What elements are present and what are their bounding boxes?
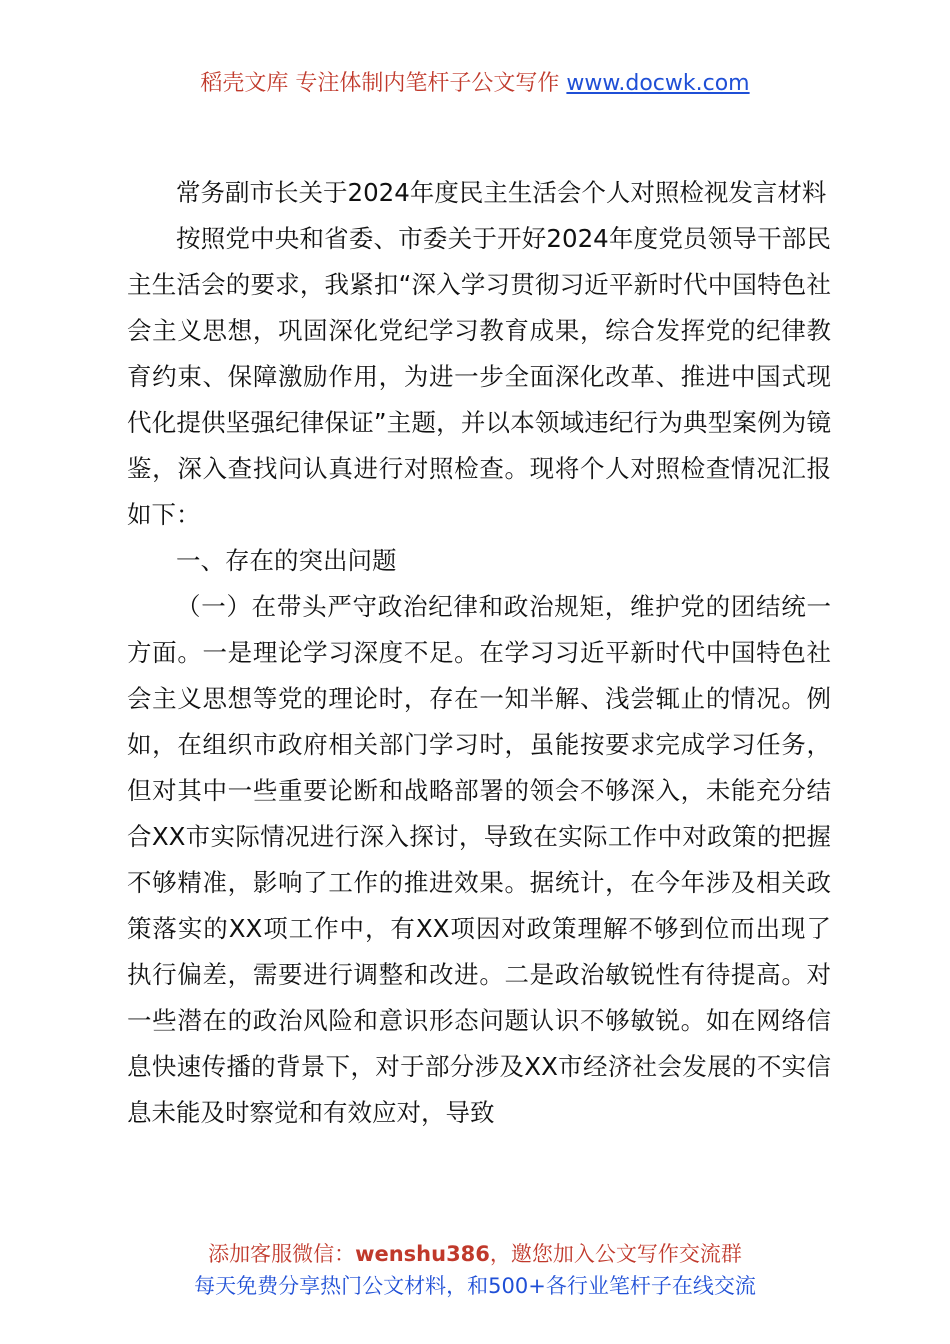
footer-contact-suffix: ，邀您加入公文写作交流群 bbox=[489, 1242, 742, 1266]
footer-line-contact bbox=[0, 1238, 950, 1270]
footer-line-promo: 每天免费分享热门公文材料，和500+各行业笔杆子在线交流 bbox=[194, 1274, 756, 1298]
watermark-header bbox=[0, 68, 950, 100]
document-title: 常务副市长关于2024年度民主生活会个人对照检视发言材料 bbox=[176, 178, 827, 207]
footer-wechat-id: wenshu386 bbox=[355, 1242, 490, 1266]
watermark-footer bbox=[0, 1238, 950, 1302]
section-heading: 一、存在的突出问题 bbox=[176, 546, 397, 575]
header-brand-text: 稻壳文库 专注体制内笔杆子公文写作 bbox=[200, 71, 560, 96]
intro-paragraph: 按照党中央和省委、市委关于开好2024年度党员领导干部民主生活会的要求，我紧扣“深入学习贯彻习近平新时代中国特色社会主义思想，巩固深化党纪学习教育成果，综合发挥党的纪律教育约束、保障激励作用，为进一步全面深化改革、推进中国式现代化提供坚强纪律保证”主题，并以本领域违纪行为典型案例为镜鉴，深入查找问认真进行对照检查。现将个人对照检查情况汇报如下： bbox=[127, 224, 831, 529]
header-site-link[interactable]: www.docwk.com bbox=[566, 71, 750, 96]
document-body bbox=[127, 170, 831, 1136]
section-paragraph: （一）在带头严守政治纪律和政治规矩，维护党的团结统一方面。一是理论学习深度不足。在学习习近平新时代中国特色社会主义思想等党的理论时，存在一知半解、浅尝辄止的情况。例如，在组织市政府相关部门学习时，虽能按要求完成学习任务，但对其中一些重要论断和战略部署的领会不够深入，未能充分结合XX市实际情况进行深入探讨，导致在实际工作中对政策的把握不够精准，影响了工作的推进效果。据统计，在今年涉及相关政策落实的XX项工作中，有XX项因对政策理解不够到位而出现了执行偏差，需要进行调整和改进。二是政治敏锐性有待提高。对一些潜在的政治风险和意识形态问题认识不够敏锐。如在网络信息快速传播的背景下，对于部分涉及XX市经济社会发展的不实信息未能及时察觉和有效应对，导致 bbox=[127, 592, 831, 1127]
footer-contact-prefix: 添加客服微信： bbox=[208, 1242, 356, 1266]
